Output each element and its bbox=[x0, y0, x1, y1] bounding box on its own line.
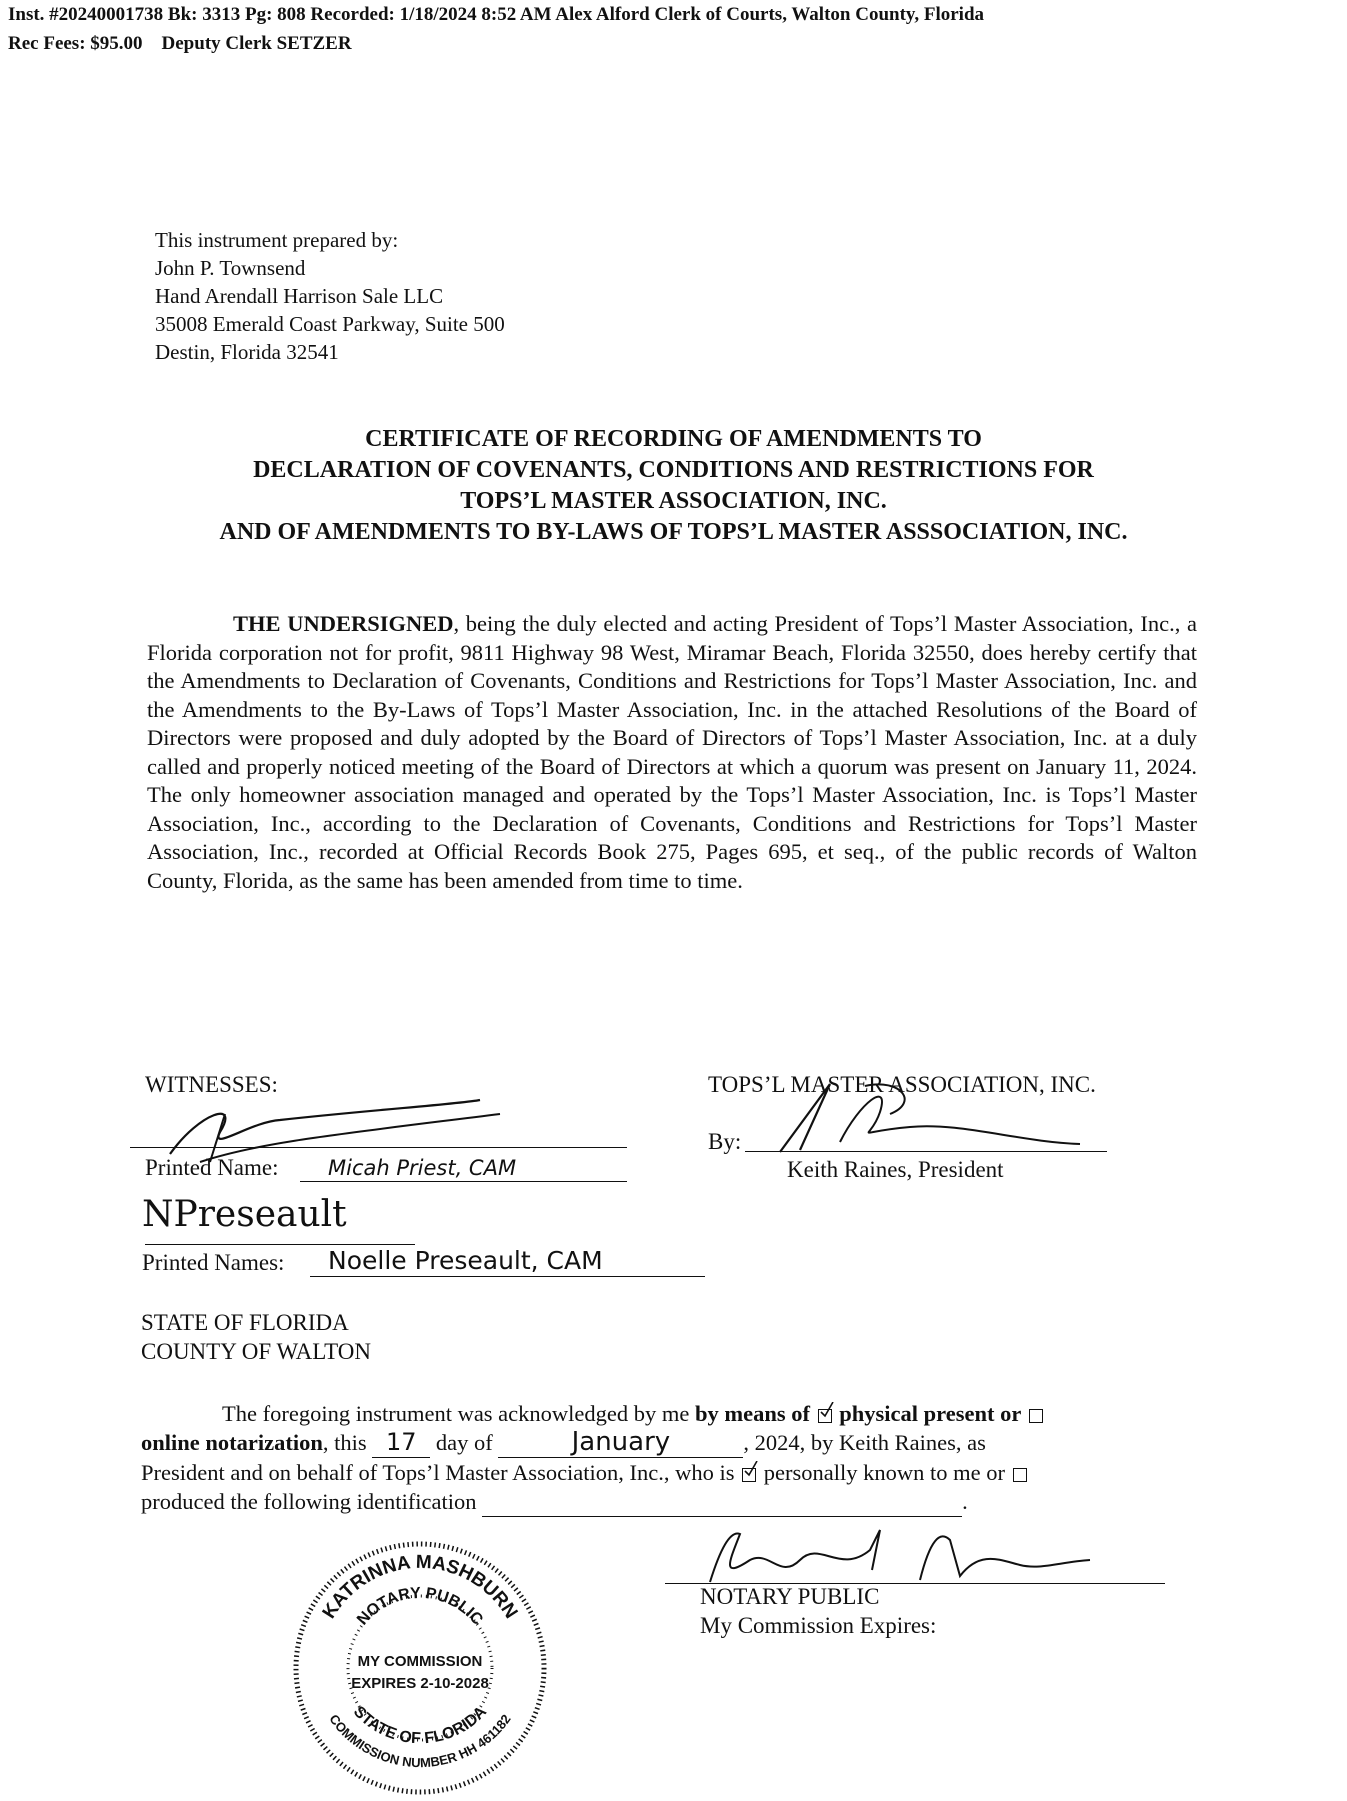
title-line1: CERTIFICATE OF RECORDING OF AMENDMENTS TO bbox=[365, 426, 982, 452]
notary-seal bbox=[290, 1538, 550, 1798]
online-notarization-checkbox bbox=[1029, 1409, 1043, 1423]
printed-names-value: Noelle Preseault, CAM bbox=[328, 1246, 603, 1275]
signer-name: Keith Raines, President bbox=[787, 1157, 1004, 1182]
identification-line bbox=[482, 1487, 962, 1517]
printed-name-value: Micah Priest, CAM bbox=[328, 1156, 517, 1180]
ack-line3: President and on behalf of Tops’l Master Association, Inc., who is personally known to me or bbox=[141, 1458, 1201, 1487]
venue-state: STATE OF FLORIDA bbox=[141, 1310, 349, 1335]
preparer-name: John P. Townsend bbox=[155, 256, 306, 280]
body-lead: THE UNDERSIGNED bbox=[233, 611, 454, 636]
month-value: January bbox=[498, 1428, 743, 1458]
venue-county: COUNTY OF WALTON bbox=[141, 1339, 372, 1364]
witnesses-label: WITNESSES: bbox=[145, 1072, 278, 1097]
preparer-address2: Destin, Florida 32541 bbox=[155, 340, 339, 364]
commission-expires-label: My Commission Expires: bbox=[700, 1613, 937, 1638]
seal-center2: EXPIRES 2-10-2028 bbox=[351, 1675, 489, 1692]
seal-bottom1-text: STATE OF FLORIDA bbox=[349, 1703, 491, 1748]
physical-presence-checkbox bbox=[818, 1409, 832, 1423]
ack-line4: produced the following identification . bbox=[141, 1487, 1201, 1517]
association-name: TOPS’L MASTER ASSOCIATION, INC. bbox=[708, 1072, 1096, 1097]
printed-name-label: Printed Name: bbox=[145, 1155, 279, 1180]
seal-sub-text: NOTARY PUBLIC bbox=[354, 1584, 486, 1629]
by-label: By: bbox=[708, 1129, 742, 1154]
ack-line2: online notarization, this 17 day of January , 2024, by Keith Raines, as bbox=[141, 1427, 986, 1457]
title-line4: AND OF AMENDMENTS TO BY-LAWS OF TOPS’L MASTER ASSSOCIATION, INC. bbox=[219, 519, 1128, 545]
certification-paragraph bbox=[147, 610, 1197, 895]
ack-line1: The foregoing instrument was acknowledged by me by means of physical present or bbox=[141, 1399, 1201, 1428]
seal-bottom2-text: COMMISSION NUMBER HH 461182 bbox=[326, 1711, 514, 1771]
acknowledgment-paragraph bbox=[141, 1399, 1201, 1517]
day-value: 17 bbox=[372, 1428, 430, 1458]
printed-name-line bbox=[300, 1181, 627, 1182]
personally-known-checkbox bbox=[742, 1468, 756, 1482]
title-line3: TOPS’L MASTER ASSOCIATION, INC. bbox=[460, 488, 887, 514]
venue-block bbox=[141, 1308, 371, 1366]
recording-header-line1: Inst. #20240001738 Bk: 3313 Pg: 808 Recorded: 1/18/2024 8:52 AM Alex Alford Clerk of Courts, Walton County, Florida bbox=[8, 4, 985, 25]
president-signature bbox=[760, 1072, 1090, 1162]
witness1-signature-line bbox=[130, 1147, 627, 1148]
printed-names-label: Printed Names: bbox=[142, 1250, 285, 1275]
document-title bbox=[0, 424, 1347, 548]
preparer-address1: 35008 Emerald Coast Parkway, Suite 500 bbox=[155, 312, 505, 336]
title-line2: DECLARATION OF COVENANTS, CONDITIONS AND RESTRICTIONS FOR bbox=[253, 457, 1094, 483]
witness2-signature: NPreseault bbox=[142, 1194, 347, 1235]
preparer-firm: Hand Arendall Harrison Sale LLC bbox=[155, 284, 444, 308]
witness2-signature-line bbox=[145, 1244, 415, 1245]
produced-id-checkbox bbox=[1013, 1468, 1027, 1482]
notary-title: NOTARY PUBLIC bbox=[700, 1584, 880, 1609]
body-text: , being the duly elected and acting President of Tops’l Master Association, Inc., a Florida corporation not for profit, 9811 Highway 98 West, Miramar Beach, Florida 32550, does hereby certify that the Amendments to Declaration of Covenants, Conditions and Restrictions for Tops’l Master Association, Inc. and the Amendments to the By-Laws of Tops’l Master Association, Inc. in the attached Resolutions of the Board of Directors were proposed and duly adopted by the Board of Directors of Tops’l Master Association, Inc. at a duly called and properly noticed meeting of the Board of Directors at which a quorum was present on January 11, 2024. The only homeowner association managed and operated by the Tops’l Master Association, Inc. is Tops’l Master Association, Inc., according to the Declaration of Covenants, Conditions and Restrictions for Tops’l Master Association, Inc., recorded at Official Records Book 275, Pages 695, et seq., of the public records of Walton County, Florida, as the same has been amended from time to time. bbox=[147, 611, 1197, 893]
recording-header-line2: Rec Fees: $95.00 Deputy Clerk SETZER bbox=[8, 33, 352, 54]
printed-names-line bbox=[310, 1276, 705, 1277]
seal-top-text: KATRINNA MASHBURN bbox=[318, 1551, 522, 1623]
preparer-block bbox=[155, 226, 505, 366]
seal-center1: MY COMMISSION bbox=[357, 1653, 483, 1670]
preparer-label: This instrument prepared by: bbox=[155, 228, 399, 252]
